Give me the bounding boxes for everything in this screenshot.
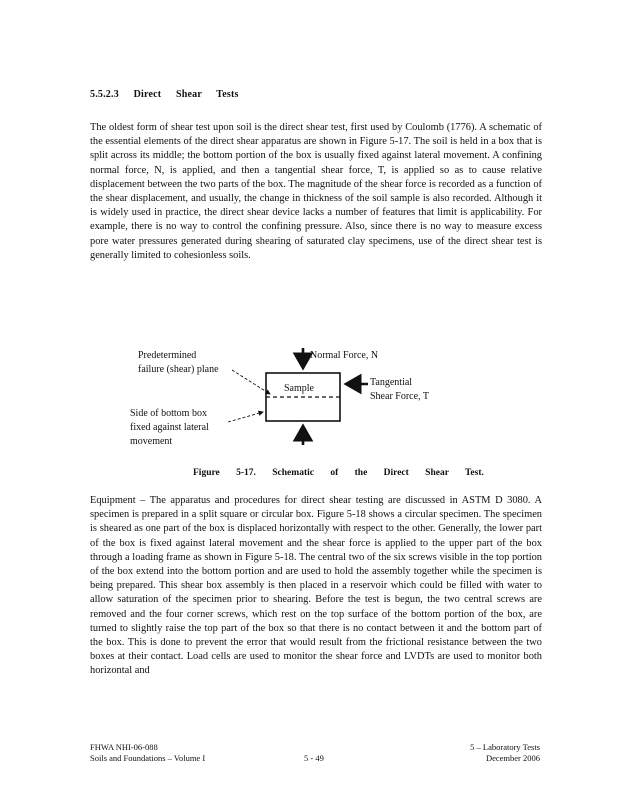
label-normal-force: Normal Force, N bbox=[310, 350, 379, 361]
side-box-leader bbox=[228, 412, 263, 422]
footer-chapter: 5 – Laboratory Tests bbox=[470, 742, 540, 752]
figure-caption: Figure 5-17. Schematic of the Direct Shear Test. bbox=[193, 468, 484, 478]
label-side-line3: movement bbox=[130, 436, 173, 447]
section-heading: 5.5.2.3 Direct Shear Tests bbox=[90, 89, 239, 100]
failure-plane-leader bbox=[232, 370, 270, 394]
footer-right bbox=[470, 742, 540, 764]
direct-shear-schematic bbox=[120, 340, 460, 455]
page-number: 5 - 49 bbox=[304, 753, 324, 763]
footer-left bbox=[90, 742, 205, 764]
label-failure-line1: Predetermined bbox=[138, 350, 197, 361]
label-tangential-line1: Tangential bbox=[370, 377, 413, 388]
footer-date: December 2006 bbox=[485, 753, 540, 763]
paragraph-equipment: Equipment – The apparatus and procedures for direct shear testing are discussed in ASTM D 3080. A specimen is prepared in a split square or circular box. Figure 5-18 shows a circular specimen. The specimen is sheared as one part of the box is displaced horizontally with respect to the other. Generally, the lower part of the box is fixed against lateral movement and the shear force is applied to the upper part of the box through a loading frame as shown in Figure 5-18. The central two of the six screws visible in the top portion of the box extend into the bottom portion and are used to hold the assembly together while the specimen is being prepared. This shear box assembly is then placed in a reservoir which could be filled with water to allow saturation of the specimen prior to shearing. Before the test is begun, the two central screws are removed and the four corner screws, which rest on the top surface of the bottom portion of the box, are turned to slightly raise the top part of the box so that there is no contact between it and the bottom part of the box. This is done to prevent the error that would result from the frictional resistance between the two boxes at their contact. Load cells are used to monitor the shear force and LVDTs are used to monitor both horizontal and bbox=[90, 495, 542, 677]
footer-volume: Soils and Foundations – Volume I bbox=[90, 753, 206, 763]
label-sample: Sample bbox=[284, 383, 314, 394]
footer-report-number: FHWA NHI-06-088 bbox=[90, 742, 158, 752]
label-side-line2: fixed against lateral bbox=[130, 422, 209, 433]
label-side-line1: Side of bottom box bbox=[130, 408, 207, 419]
label-tangential-line2: Shear Force, T bbox=[370, 391, 429, 402]
label-failure-line2: failure (shear) plane bbox=[138, 364, 219, 375]
paragraph-intro: The oldest form of shear test upon soil is the direct shear test, first used by Coulomb (1776). A schematic of the essential elements of the direct shear apparatus are shown in Figure 5-17. The soil is held in a box that is split across its middle; the bottom portion of the box is usually fixed against lateral movement. A confining normal force, N, is applied, and then a tangential shear force, T, is applied so as to cause relative displacement between the two parts of the box. The magnitude of the shear force is recorded as a function of the shear displacement, and usually, the change in thickness of the soil sample is also recorded. Although it is widely used in practice, the direct shear device lacks a number of features that limit is applicability. For example, there is no way to control the confining pressure. Also, since there is no way to measure excess pore water pressures generated during shearing of saturated clay specimens, use of the direct shear test is generally limited to cohesionless soils. bbox=[90, 122, 542, 261]
